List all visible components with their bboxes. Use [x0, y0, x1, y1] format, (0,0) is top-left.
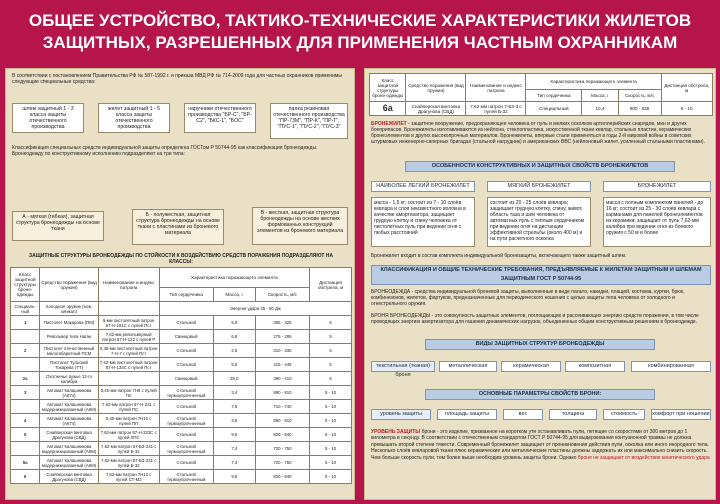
- th-characteristics: Характеристика поражающего элемента: [159, 268, 310, 288]
- table-row: [11, 344, 352, 358]
- th-core: Тип сердечника: [159, 288, 213, 302]
- table-cell: 5,9: [213, 316, 255, 330]
- vest-definition: [371, 121, 711, 157]
- param-chip: уровень защиты: [371, 409, 431, 420]
- table-cell: 710 - 740: [255, 400, 309, 414]
- category-c: В - жесткая, защитная структура бронеодежды на основе жестких формованных конструкций элементов из броневого материала: [252, 207, 348, 245]
- classification-text: Классификация специальных средств индивидуальной защиты определена ГОСТом Р 50744-95 как классификация бронеодежды. Бронеодежду по конструктивному исполнению подразделяют на три типа:: [12, 145, 318, 157]
- th-class: Класс защитной структуры броне-одежды: [11, 268, 40, 302]
- class-cell: 4: [11, 414, 40, 428]
- table-row: [11, 442, 352, 456]
- table-cell: 7,62-мм пистолетный патрон 57-Н-134С с пулей Пст: [99, 359, 158, 370]
- table-cell: Стальной: [159, 344, 213, 358]
- th-distance: Дистанция обстрела, м: [310, 268, 352, 302]
- table-row: [11, 386, 352, 400]
- armor-clothing-definition: БРОНЕОДЕЖДА - средства индивидуальной броневой защиты, выполненные в виде пальто, накидки, плащей, костюма, куртки, брюк, комбинезонов, жилетов, фартуков, предназначенные для периодического ношения с целью защиты тела человека от холодного и огнестрельного оружия.: [371, 289, 685, 307]
- structure-chip: керамическая: [501, 361, 561, 372]
- table-cell: Стальной: [159, 428, 213, 442]
- table-row: [11, 358, 352, 372]
- structure-chip: текстильная (тканая) броня: [371, 361, 435, 372]
- vest-definition-text: - защитное вооружение, предохраняющее человека от пуль и мелких осколков артиллерийских снарядов, мин и других боеприпасов. Бронежилеты изготавливаются из нейлона, стеклопластика, искусственной ткани кевлар, стальных пластин, керамических бронеэлементов и других высокопрочных материалов. Бронежилеты, впервые стали применяться в годы 2-й мировой войны в советских штурмовых инженерно-саперных бригадах (стальной нагрудник) и американских ВВС (нейлоновый жилет, усиленный стальными пластинами).: [371, 121, 705, 145]
- table-cell: 7,62-мм револьверный патрон 57-Н-122 с пулей Р: [98, 330, 159, 344]
- table-row: [11, 470, 352, 484]
- table-cell: Пистолет Макарова (ПМ): [40, 316, 99, 330]
- table-cell: 890 - 910: [255, 386, 309, 400]
- table-cell: 9,6: [213, 470, 255, 484]
- rth-speed: Скорость, м/с: [618, 90, 661, 102]
- kit-note: Бронежилет входит в состав комплекта индивидуальной бронезащиты, включающего также защитный шлем.: [371, 253, 627, 259]
- vest-desc-soft: состоит из 20 - 25 слоёв кевлара; защищает грудную клетку, спину, живот, область таза и шеи человека от автоматных пуль с теплым сердечником при ведении огня на дистанции эффективной стрельбы (около 400 м) и на пути расчетного осколка: [487, 197, 591, 247]
- intro-text: В соответствии с постановлением Правительства РФ № 587-1992 г. и приказа МВД РФ № 714-2009 года для частных охранников применимы следующие специальные средства:: [12, 73, 342, 85]
- param-chip: комфорт при ношении: [651, 409, 711, 420]
- table-cell: Снайперская винтовка Драгунова (СВД): [40, 428, 99, 442]
- table-cell: 6,8: [213, 330, 255, 344]
- table-cell: 415 - 445: [255, 358, 309, 372]
- rth-cartridge: Наименование и индекс патрона: [466, 74, 526, 102]
- vest-type-heavy: БРОНЕЖИЛЕТ: [603, 181, 711, 192]
- table-cell: 305 - 325: [255, 316, 309, 330]
- table-cell: 5 - 10: [310, 428, 352, 442]
- table-cell: 7,62-мм патрон 57-БЗ-231 с пулей Б-32: [98, 442, 159, 456]
- vest-type-soft: МЯГКИЙ БРОНЕЖИЛЕТ: [487, 181, 591, 192]
- table-cell: 7,62-мм патрон 57-БЗ-231 с пулей Б-32: [98, 456, 159, 470]
- table-cell: Автомат Калашникова модернизированный (АКМ): [40, 442, 99, 456]
- table-cell: 3,4: [213, 386, 255, 400]
- vest-type-light: НАИБОЛЕЕ ЛЕГКИЙ БРОНЕЖИЛЕТ: [371, 181, 475, 192]
- category-b: Б - полужесткая, защитная структура бронеодежды на основе ткани с пластинами из броневого материала: [132, 209, 224, 245]
- table-cell: 35,0: [213, 372, 255, 386]
- table-cell: 7,4: [213, 456, 255, 470]
- table-cell: Охотничье ружье 12-го калибра: [40, 372, 99, 386]
- class-cell: [11, 400, 40, 414]
- table-cell: 310 - 335: [255, 344, 309, 358]
- table-cell: Стальной термоупрочненный: [159, 442, 213, 456]
- table-row: 6а Снайперская винтовка Драгунова (СВД) 7,62-мм патрон 7-БЗ-3 с пулей Б-32 Специальный 10,4 800 - 835 5 - 10: [370, 102, 713, 116]
- table-cell: 5 - 10: [310, 456, 352, 470]
- table-title: ЗАЩИТНЫЕ СТРУКТУРЫ БРОНЕОДЕЖДЫ ПО СТОЙКОСТИ К ВОЗДЕЙСТВИЮ СРЕДСТВ ПОРАЖЕНИЯ ПОДРАЗДЕЛЯЮТ НА КЛАССЫ:: [28, 253, 334, 265]
- structure-chip: металлическая: [439, 361, 497, 372]
- table-cell: Стальной: [159, 358, 213, 372]
- page-title: ОБЩЕЕ УСТРОЙСТВО, ТАКТИКО-ТЕХНИЧЕСКИЕ ХАРАКТЕРИСТИКИ ЖИЛЕТОВ ЗАЩИТНЫХ, РАЗРЕШЕННЫХ ДЛЯ ПРИМЕНЕНИЯ ЧАСТНЫМ ОХРАННИКАМ: [28, 11, 692, 52]
- th-cartridge: Наименование и индекс патрона: [98, 268, 159, 302]
- class-cell: 3: [11, 386, 40, 400]
- table-cell: Стальной термоупрочненный: [159, 414, 213, 428]
- type-box-vest: жилет защитный 1 - 5 класса защиты отечественного производства: [98, 103, 170, 133]
- table-cell: 5,45-мм пистолетный патрон 7-Н-7 с пулей Пст: [99, 345, 158, 356]
- protection-level-warning: броня не защищает от воздействия кинетического удара: [577, 454, 710, 461]
- table-cell: Стальной термоупрочненный: [159, 470, 213, 484]
- rth-class: Класс защитной структуры броне-одежды: [370, 74, 406, 102]
- table-cell: Снайперская винтовка Драгунова (СВД): [40, 470, 99, 484]
- table-cell: 720 - 750: [255, 456, 309, 470]
- table-cell: 5: [310, 344, 352, 358]
- param-chip: толщина: [549, 409, 597, 420]
- table-row: [11, 330, 352, 344]
- table-cell: 720 - 750: [255, 442, 309, 456]
- armor-definition: БРОНЯ БРОНЕОДЕЖДЫ - это совокупность защитных элементов, поглощающих и рассеивающих энергию средств поражения, в том числе проводящих энергию амортизатора для гашения динамических нагрузок, объединенных общим конструктивным решением в бронеодежде.: [371, 313, 699, 325]
- table-cell: 275 - 295: [255, 330, 309, 344]
- rth-core: Тип сердечника: [526, 90, 582, 102]
- table-cell: 7,62-мм патрон 57-Н-323С с пулей ЛПС: [98, 428, 159, 442]
- class-cell: [11, 442, 40, 456]
- table-row: [11, 372, 352, 386]
- table-cell: 5 - 10: [310, 442, 352, 456]
- table-cell: 7,4: [213, 442, 255, 456]
- class-6a-table: [369, 73, 713, 116]
- table-cell: 820 - 840: [255, 428, 309, 442]
- table-row: [11, 414, 352, 428]
- table-cell: 5,45-мм патрон 7Н6 с пулей ПС: [98, 386, 159, 400]
- class-cell: [11, 330, 40, 344]
- table-cell: 7,62-мм патрон 7Н13 с пулей СТ-М2: [98, 470, 159, 484]
- table-cell: 9,6: [213, 428, 255, 442]
- rth-weapon: Средство поражения (вид оружия): [406, 74, 466, 102]
- table-row: [11, 316, 352, 330]
- table-cell: 2,5: [213, 344, 255, 358]
- class-cell: [11, 358, 40, 372]
- table-cell: 3,6: [213, 414, 255, 428]
- class-cell: 1: [11, 316, 40, 330]
- table-cell: Свинцовый: [159, 330, 213, 344]
- rth-characteristics: Характеристика поражающего элемента: [526, 74, 661, 90]
- th-weapon: Средство поражения (вид оружия): [40, 268, 99, 302]
- table-cell: Стальной: [159, 400, 213, 414]
- table-cell: 890 - 910: [255, 414, 309, 428]
- table-cell: 5: [310, 358, 352, 372]
- params-title: ОСНОВНЫЕ ПАРАМЕТРЫ СВОЙСТВ БРОНИ:: [425, 389, 655, 400]
- table-cell: Свинцовый: [159, 372, 213, 386]
- table-cell: 5 - 10: [310, 470, 352, 484]
- vest-desc-heavy: масса с полным комплектом панелей - до 16 кг; состоит из 25 - 30 слоёв кевлара с карманами для панелей бронеэлементов из керамики; защищает от пуль 7,62-мм калибра при ведении огня из боевого оружия с 50 м и более: [603, 197, 711, 247]
- rth-distance: Дистанция обстрела, м: [661, 74, 712, 102]
- param-chip: вес: [503, 409, 543, 420]
- table-cell: Пистолет отечественный малогабаритный ПСМ: [40, 344, 99, 358]
- table-cell: 5 - 10: [310, 386, 352, 400]
- features-title: ОСОБЕННОСТИ КОНСТРУКТИВНЫХ И ЗАЩИТНЫХ СВОЙСТВ БРОНЕЖИЛЕТОВ: [405, 161, 675, 172]
- table-cell: [98, 372, 159, 386]
- table-cell: 5 - 10: [310, 400, 352, 414]
- left-panel: [5, 68, 355, 500]
- table-cell: Автомат Калашникова (АК74): [40, 414, 99, 428]
- th-mass: Масса, г: [213, 288, 255, 302]
- type-box-handcuffs: наручники отечественного производства "БР-С", "БР-С2", "БКС-1", "БОС": [184, 103, 256, 133]
- table-row: [11, 400, 352, 414]
- structure-chip: комбинированная: [631, 361, 711, 372]
- table-cell: Пистолет Тульский Токарева (ТТ): [40, 358, 99, 372]
- class-cell: 6: [11, 470, 40, 484]
- class-cell: 5а: [11, 456, 40, 470]
- table-row: [11, 456, 352, 470]
- protection-level-text: [371, 429, 711, 495]
- gost-title: КЛАССИФИКАЦИЯ И ОБЩИЕ ТЕХНИЧЕСКИЕ ТРЕБОВАНИЯ, ПРЕДЪЯВЛЯЕМЫЕ К ЖИЛЕТАМ ЗАЩИТНЫМ И ШЛЕМАМ ЗАЩИТНЫМ ГОСТ Р 50744-95: [371, 265, 711, 285]
- table-cell: 7,62-мм патрон 57-Н-231 с пулей ПС: [98, 400, 159, 414]
- protection-level-label: УРОВЕНЬ ЗАЩИТЫ: [371, 429, 421, 435]
- right-panel: [364, 68, 716, 500]
- class-cell: 2а: [11, 372, 40, 386]
- class-cell: 5: [11, 428, 40, 442]
- param-chip: стоимость: [603, 409, 645, 420]
- vest-definition-label: БРОНЕЖИЛЕТ: [371, 121, 407, 127]
- protection-class-table: [10, 267, 352, 484]
- vest-desc-light: масса - 1,5 кг; состоит из 7 - 10 слоёв кевлара и слоя неизвестного волокна в качестве амортизатора; защищает грудную клетку и спину человека от пистолетных пуль при ведении огня с любых расстояний: [371, 197, 475, 247]
- table-cell: Стальной: [159, 456, 213, 470]
- table-cell: 5: [310, 372, 352, 386]
- table-cell: 5,5: [213, 358, 255, 372]
- type-box-baton: палка резиновая отечественного производства "ПР-73М", "ПР-К", "ПР-Т", "ПУС-1", "ПУС-2", "ПУС-3": [270, 103, 348, 139]
- structure-chip: композитная: [565, 361, 625, 372]
- table-row: Специаль-ный Холодное оружие (нож, кинжал) Энергия удара 45 - 50 Дж: [11, 302, 352, 316]
- table-cell: 5,45-мм патрон 7Н10 с пулей ПП: [98, 414, 159, 428]
- table-cell: 5 - 10: [310, 414, 352, 428]
- table-cell: 5: [310, 330, 352, 344]
- table-cell: Автомат Калашникова (АК74): [40, 386, 99, 400]
- table-cell: Автомат Калашникова модернизированный (АКМ): [40, 400, 99, 414]
- structures-title: ВИДЫ ЗАЩИТНЫХ СТРУКТУР БРОНЕОДЕЖДЫ: [425, 339, 655, 350]
- type-box-helmet: шлем защитный 1 - 3 класса защиты отечественного производства: [12, 103, 84, 133]
- table-cell: 9-мм пистолетный патрон 57-Н-181С с пулей Пст: [98, 316, 159, 330]
- th-speed: Скорость, м/с: [255, 288, 309, 302]
- table-row: [11, 428, 352, 442]
- table-cell: 390 - 410: [255, 372, 309, 386]
- protection-level-body: брони - это изделие, призванное на коротком ути останавливать пули, летящие со скоростями от 300 метров до 1 километра в секунду. В соответствии с отечественным стандартом ГОСТ Р 50744-95 для выдерживания контузионной травмы не должна превышать второй степени тяжести. Современный бронежилет защищает от проникновения действия пули, осколка или иного инородного тела. Несколько слоёв кевларовой ткани плюс керамические или металлические пластины должны задержать их или максимально снизить скорость. Чем больше скорость пули, тем более выше необходим уровень защиты брони. Однако: [371, 429, 709, 461]
- category-a: А - мягкая (гибкая), защитная структура бронеодежды на основе ткани: [12, 211, 104, 241]
- table-cell: Стальной термоупрочненный: [159, 386, 213, 400]
- class-cell: 2: [11, 344, 40, 358]
- rth-mass: Масса, г: [582, 90, 618, 102]
- param-chip: площадь защиты: [437, 409, 497, 420]
- table-cell: Автомат Калашникова модернизированный (АКМ): [40, 456, 99, 470]
- table-cell: 5: [310, 316, 352, 330]
- table-cell: 820 - 840: [255, 470, 309, 484]
- table-cell: Револьвер типа Наган: [40, 330, 99, 344]
- table-cell: Стальной: [159, 316, 213, 330]
- table-cell: 7,9: [213, 400, 255, 414]
